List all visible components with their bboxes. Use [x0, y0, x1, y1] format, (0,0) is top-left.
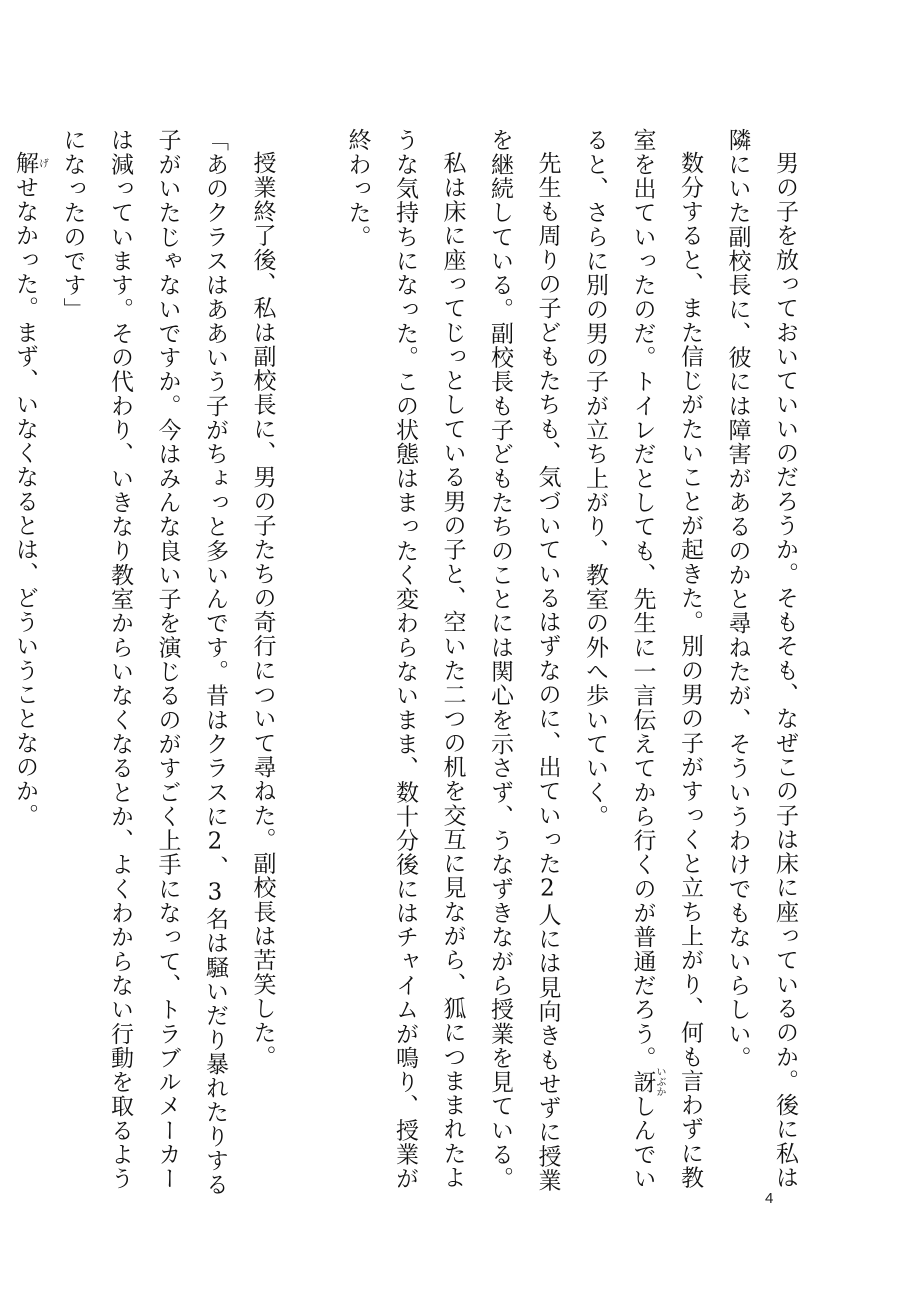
paragraph: [1, 128, 49, 1208]
furigana: いぶか: [654, 1066, 665, 1097]
paragraph: 授業終了後、私は副校長に、男の子たちの奇行について尋ねた。副校長は苦笑した。: [249, 151, 276, 1069]
page-number: 4: [765, 1190, 774, 1207]
ruby-word: 訝いぶか: [629, 1066, 665, 1097]
quote-paragraph: 「あのクラスはああいう子がちょっと多いんです。昔はクラスに2、3名は騒いだり暴れたりする子がいたじゃないですか。今はみんな良い子を演じるのがすごく上手になって、トラブルメーカーは減っています。その代わり、いきなり教室からいなくなるとか、よくわからない行動を取るようになったのです」: [59, 128, 228, 1197]
paragraph-text: しんでいると、さらに別の男の子が立ち上がり、教室の外へ歩いていく。: [582, 128, 656, 1191]
paragraph: 男の子を放っておいていいのだろうか。そもそも、なぜこの子は床に座っているのか。後に私は隣にいた副校長に、彼には障害があるのかと尋ねたが、そういうわけでもないらしい。: [724, 128, 798, 1190]
section-break: [286, 128, 334, 1208]
paragraph: 先生も周りの子どもたちも、気づいているはずなのに、出ていった2人には見向きもせずに授業を継続している。副校長も子どもたちのことには関心を示さず、うなずきながら授業を見ている。: [487, 128, 561, 1193]
paragraph-text: せなかった。まず、いなくなるとは、どういうことなのか。: [12, 175, 38, 828]
paragraph: [571, 128, 714, 1208]
paragraph: 私は床に座ってじっとしている男の子と、空いた二つの机を交互に見ながら、狐につままれたような気持ちになった。この状態はまったく変わらないまま、数十分後にはチャイムが鳴り、授業が終わった。: [344, 128, 466, 1191]
body-text: [1, 128, 809, 1208]
ruby-word: 解げ: [12, 151, 48, 176]
paragraph-text: 数分すると、また信じがたいことが起きた。別の男の子がすっくと立ち上がり、何も言わずに教室を出ていったのだ。トイレだとしても、先生に一言伝えてから行くのが普通だろう。: [629, 128, 703, 1190]
furigana: げ: [36, 151, 48, 176]
